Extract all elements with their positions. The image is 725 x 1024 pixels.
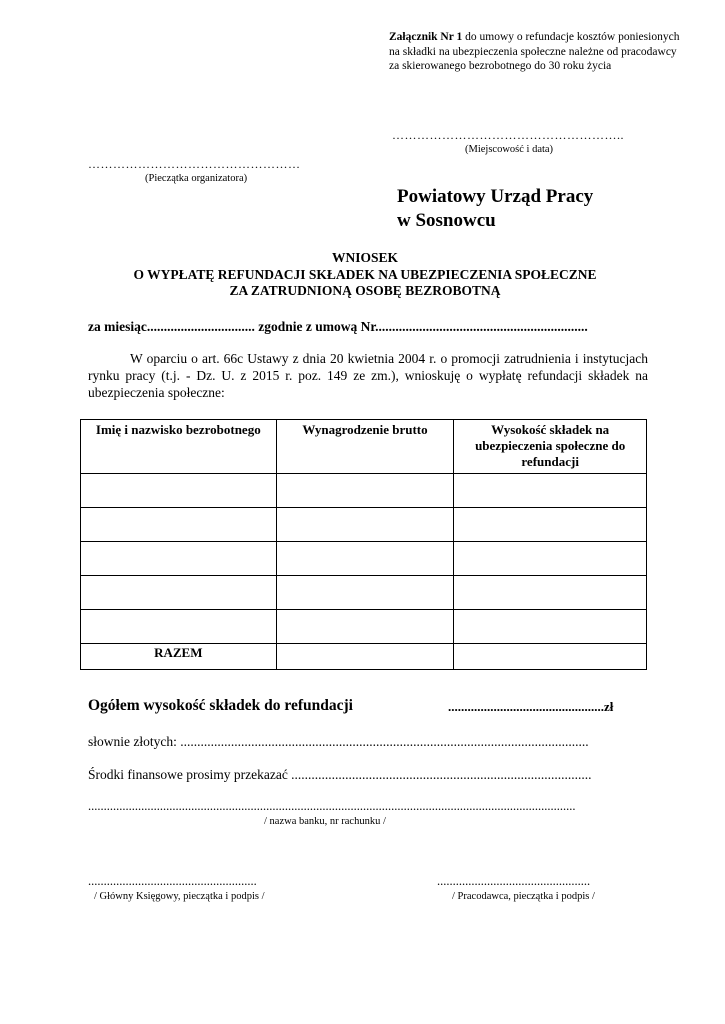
table-cell[interactable] xyxy=(276,576,454,610)
sum-label: RAZEM xyxy=(81,644,277,670)
header-name: Imię i nazwisko bezrobotnego xyxy=(81,420,277,474)
table-cell[interactable] xyxy=(276,610,454,644)
table-cell[interactable] xyxy=(81,610,277,644)
employer-signature-dots[interactable]: ................................................. xyxy=(437,874,591,888)
table-cell[interactable] xyxy=(81,576,277,610)
table-cell[interactable] xyxy=(81,474,277,508)
organizer-stamp-dots: …………………………………………… xyxy=(88,157,301,171)
table-cell[interactable] xyxy=(454,542,647,576)
annex-label: Załącznik Nr 1 xyxy=(389,31,463,43)
legal-basis-text: W oparciu o art. 66c Ustawy z dnia 20 kwietnia 2004 r. o promocji zatrudnienia i instytucjach rynku pracy (t.j. - Dz. U. z 2015 r. poz. 149 ze zm.), wnioskuję o wypłatę refundacji składek na ubezpieczenia społeczne: xyxy=(88,351,648,400)
place-date-dots: ……………………………………………….. xyxy=(392,128,624,142)
title-line-3: ZA ZATRUDNIONĄ OSOBĘ BEZROBOTNĄ xyxy=(229,283,501,298)
table-row xyxy=(81,508,647,542)
table-sum-row xyxy=(81,644,647,670)
table-cell[interactable] xyxy=(454,576,647,610)
table-row xyxy=(81,542,647,576)
table-cell[interactable] xyxy=(276,508,454,542)
title-line-1: WNIOSEK xyxy=(331,250,399,265)
header-contributions: Wysokość składek na ubezpieczenia społeczne do refundacji xyxy=(454,420,647,474)
title-line-2: O WYPŁATĘ REFUNDACJI SKŁADEK NA UBEZPIECZENIA SPOŁECZNE xyxy=(133,266,597,282)
table-row xyxy=(81,610,647,644)
refund-table xyxy=(80,419,647,670)
organizer-stamp-caption: (Pieczątka organizatora) xyxy=(145,173,248,184)
table-cell[interactable] xyxy=(454,610,647,644)
bank-account-field[interactable]: ............................................................................................................................................................ xyxy=(88,799,576,813)
table-cell[interactable] xyxy=(454,508,647,542)
month-agreement-line: za miesiąc................................ zgodnie z umową Nr............................................................... xyxy=(88,319,588,334)
bank-caption: / nazwa banku, nr rachunku / xyxy=(264,816,386,827)
office-name: Powiatowy Urząd Pracy xyxy=(397,186,594,207)
table-cell[interactable] xyxy=(454,474,647,508)
sum-gross-cell[interactable] xyxy=(276,644,454,670)
table-header-row xyxy=(81,420,647,474)
place-date-caption: (Miejscowość i data) xyxy=(465,144,554,155)
table-cell[interactable] xyxy=(276,474,454,508)
annex-note xyxy=(389,30,689,74)
legal-basis-paragraph xyxy=(88,351,648,401)
header-gross-salary: Wynagrodzenie brutto xyxy=(276,420,454,474)
document-title xyxy=(60,250,670,300)
chief-accountant-signature-dots[interactable]: ...................................................... xyxy=(88,874,257,888)
table-row xyxy=(81,576,647,610)
total-label: Ogółem wysokość składek do refundacji xyxy=(88,697,353,714)
employer-caption: / Pracodawca, pieczątka i podpis / xyxy=(452,891,595,902)
table-row xyxy=(81,474,647,508)
office-city: w Sosnowcu xyxy=(397,210,496,231)
table-cell[interactable] xyxy=(81,508,277,542)
annex-text: do umowy o refundacje kosztów poniesionych na składki na ubezpieczenia społeczne należne od pracodawcy za skierowanego bezrobotnego do 30 roku życia xyxy=(389,31,680,72)
sum-contributions-cell[interactable] xyxy=(454,644,647,670)
transfer-field[interactable]: Środki finansowe prosimy przekazać ......................................................................................... xyxy=(88,767,592,782)
table-cell[interactable] xyxy=(276,542,454,576)
amount-in-words-field[interactable]: słownie złotych: ......................................................................................................................... xyxy=(88,734,589,749)
office-address xyxy=(397,185,593,233)
chief-accountant-caption: / Główny Księgowy, pieczątka i podpis / xyxy=(94,891,265,902)
table-cell[interactable] xyxy=(81,542,277,576)
total-amount-field[interactable]: ................................................zł xyxy=(448,699,614,714)
